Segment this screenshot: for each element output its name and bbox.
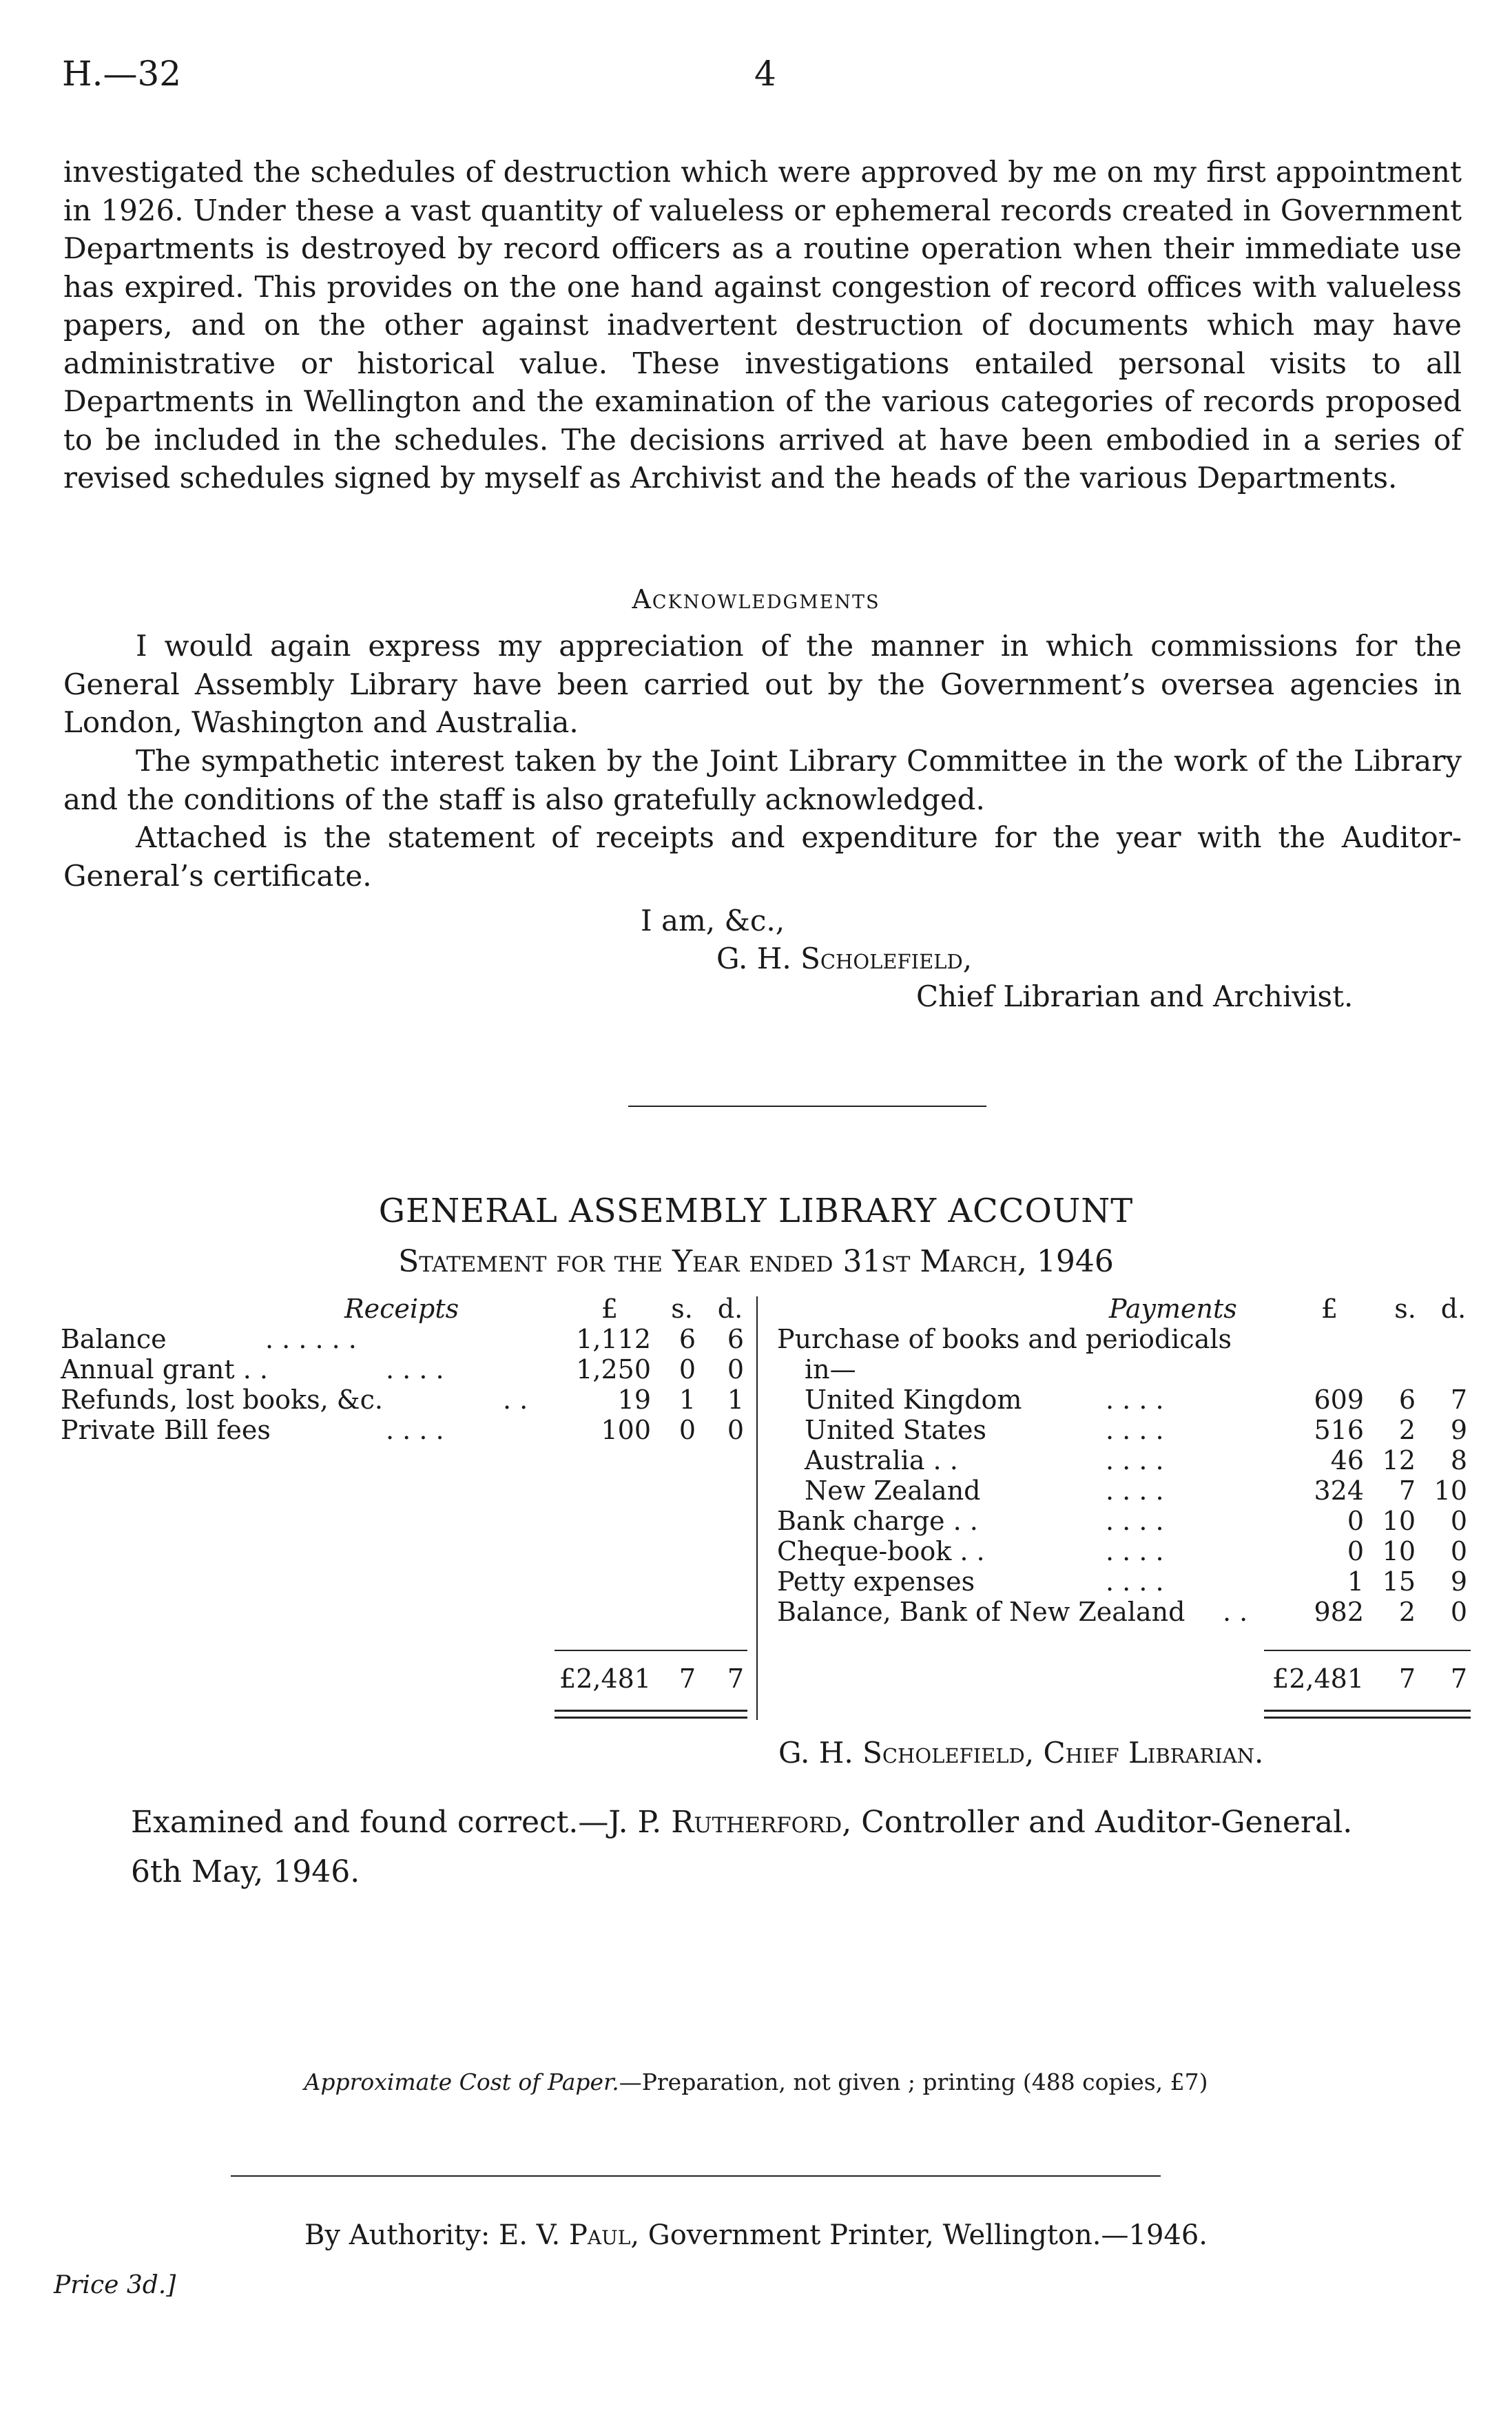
receipt-leader: . .: [503, 1385, 528, 1415]
payments-total-rule-top: [1264, 1650, 1471, 1651]
payment-pence: 0: [1450, 1597, 1467, 1627]
payments-col-pounds: £: [1321, 1294, 1338, 1324]
payments-total-shillings: 7: [1398, 1664, 1416, 1694]
payment-shillings: 12: [1382, 1445, 1416, 1475]
payment-leader: . . . .: [1106, 1566, 1164, 1597]
payment-pence: 9: [1450, 1415, 1467, 1445]
paper-cost-text: —Preparation, not given ; printing (488 copies, £7): [619, 2069, 1208, 2095]
receipt-pounds: 1,112: [576, 1324, 651, 1354]
paper-cost-label: Approximate Cost of Paper.: [304, 2069, 619, 2095]
receipt-pounds: 100: [601, 1415, 651, 1445]
receipt-pounds: 1,250: [576, 1354, 651, 1385]
payment-leader: . . . .: [1106, 1415, 1164, 1445]
payment-label: Purchase of books and periodicals: [777, 1324, 1232, 1354]
section-divider: [628, 1106, 986, 1107]
payments-col-pence: d.: [1440, 1294, 1467, 1324]
signature-title: Chief Librarian and Archivist.: [916, 980, 1354, 1013]
receipt-label: Private Bill fees: [61, 1415, 271, 1445]
payments-total-rule-bottom-2: [1264, 1717, 1471, 1719]
payment-leader: . . . .: [1106, 1475, 1164, 1506]
receipts-total-rule-bottom-1: [555, 1710, 747, 1712]
payment-pounds: 46: [1330, 1445, 1364, 1475]
footer-divider: [231, 2175, 1161, 2177]
payment-pounds: 609: [1314, 1385, 1364, 1415]
page-number: 4: [754, 54, 776, 94]
receipt-pence: 1: [727, 1385, 744, 1415]
printer-name: Paul: [569, 2219, 631, 2251]
receipts-col-pence: d.: [717, 1294, 743, 1324]
payment-leader: . . . .: [1106, 1445, 1164, 1475]
payment-pence: 9: [1450, 1566, 1467, 1597]
payment-pence: 0: [1450, 1506, 1467, 1536]
payment-label: Petty expenses: [777, 1566, 975, 1597]
receipt-leader: . . . .: [386, 1354, 444, 1385]
payment-shillings: 2: [1398, 1415, 1416, 1445]
receipts-heading: Receipts: [344, 1294, 459, 1324]
payment-pounds: 1: [1347, 1566, 1364, 1597]
account-title: GENERAL ASSEMBLY LIBRARY ACCOUNT: [378, 1192, 1134, 1230]
receipts-col-pounds: £: [601, 1294, 619, 1324]
payment-label: United States: [805, 1415, 987, 1445]
account-column-divider: [756, 1296, 758, 1720]
auditor-certification: [131, 1805, 1352, 1840]
payment-label: United Kingdom: [805, 1385, 1022, 1415]
payment-shillings: 2: [1398, 1597, 1416, 1627]
receipt-pence: 6: [727, 1324, 744, 1354]
payment-label: Australia . .: [805, 1445, 958, 1475]
payments-heading: Payments: [1109, 1294, 1237, 1324]
payment-label: New Zealand: [805, 1475, 981, 1506]
receipt-leader: . . . .: [386, 1415, 444, 1445]
price-note: Price 3d.]: [54, 2271, 176, 2299]
receipt-pounds: 19: [617, 1385, 651, 1415]
receipt-label: Refunds, lost books, &c.: [61, 1385, 383, 1415]
payment-leader: . . . .: [1106, 1385, 1164, 1415]
acknowledgments-paragraph-3: Attached is the statement of receipts and expenditure for the year with the Auditor-General’s certificate.: [63, 820, 1462, 893]
payment-leader: . .: [1223, 1597, 1248, 1627]
payment-shillings: 6: [1398, 1385, 1416, 1415]
printer-location: , Government Printer, Wellington.—1946.: [630, 2219, 1208, 2251]
payment-pounds: 516: [1314, 1415, 1364, 1445]
acknowledgments-heading: Acknowledgments: [632, 584, 880, 614]
acknowledgments-paragraph-2: The sympathetic interest taken by the Joint Library Committee in the work of the Library and the conditions of the staff is also gratefully acknowledged.: [63, 744, 1462, 816]
document-reference: H.—32: [62, 54, 182, 94]
acknowledgments-paragraph-1: I would again express my appreciation of the manner in which commissions for the General Assembly Library have been carried out by the Government’s oversea agencies in London, Washington and Australia.: [63, 629, 1462, 739]
payment-leader: . . . .: [1106, 1506, 1164, 1536]
receipt-shillings: 0: [679, 1354, 696, 1385]
payment-shillings: 7: [1398, 1475, 1416, 1506]
account-signature: G. H. Scholefield, Chief Librarian.: [778, 1736, 1264, 1770]
receipts-total-pence: 7: [727, 1664, 744, 1694]
receipt-leader: . . . . . .: [265, 1324, 357, 1354]
signature-name: G. H. Scholefield,: [716, 942, 973, 975]
receipts-total-shillings: 7: [679, 1664, 696, 1694]
auditor-name: Rutherford: [671, 1805, 842, 1840]
certification-date: 6th May, 1946.: [131, 1854, 360, 1889]
payment-shillings: 15: [1382, 1566, 1416, 1597]
paper-cost-note: [0, 2069, 1512, 2095]
intro-paragraph: investigated the schedules of destruction which were approved by me on my first appointment in 1926. Under these a vast quantity of valueless or ephemeral records created in Government Departments is destroyed by record officers as a routine operation when their immediate use has expired. This provides on the one hand against congestion of record offices with valueless papers, and on the other against inadvertent destruction of documents which may have administrative or historical value. These investigations entailed personal visits to all Departments in Wellington and the examination of the various categories of records proposed to be included in the schedules. The decisions arrived at have been embodied in a series of revised schedules signed by myself as Archivist and the heads of the various Departments.: [63, 155, 1462, 495]
payment-pence: 0: [1450, 1536, 1467, 1566]
payments-total-pounds: £2,481: [1272, 1664, 1364, 1694]
receipts-total-pounds: £2,481: [559, 1664, 651, 1694]
payment-pounds: 0: [1347, 1536, 1364, 1566]
payment-pounds: 982: [1314, 1597, 1364, 1627]
auditor-title: , Controller and Auditor-General.: [842, 1805, 1353, 1840]
receipt-shillings: 6: [679, 1324, 696, 1354]
authority-label: By Authority: E. V.: [304, 2219, 569, 2251]
receipts-total-rule-bottom-2: [555, 1717, 747, 1719]
payment-shillings: 10: [1382, 1506, 1416, 1536]
printer-imprint: [0, 2219, 1512, 2251]
payment-pence: 8: [1450, 1445, 1467, 1475]
payments-col-shillings: s.: [1394, 1294, 1416, 1324]
payment-pence: 7: [1450, 1385, 1467, 1415]
payment-leader: . . . .: [1106, 1536, 1164, 1566]
payments-total-pence: 7: [1450, 1664, 1467, 1694]
receipt-pence: 0: [727, 1415, 744, 1445]
examined-text: Examined and found correct.—J. P.: [131, 1805, 672, 1840]
receipt-shillings: 0: [679, 1415, 696, 1445]
payment-label: Balance, Bank of New Zealand: [777, 1597, 1185, 1627]
payments-total-rule-bottom-1: [1264, 1710, 1471, 1712]
payment-pence: 10: [1433, 1475, 1467, 1506]
payment-pounds: 324: [1314, 1475, 1364, 1506]
receipt-label: Annual grant . .: [61, 1354, 268, 1385]
receipts-total-rule-top: [555, 1650, 747, 1651]
payment-pounds: 0: [1347, 1506, 1364, 1536]
receipt-pence: 0: [727, 1354, 744, 1385]
receipt-shillings: 1: [679, 1385, 696, 1415]
receipts-col-shillings: s.: [671, 1294, 693, 1324]
signature-closing: I am, &c.,: [641, 904, 785, 937]
receipt-label: Balance: [61, 1324, 167, 1354]
payment-label: Bank charge . .: [777, 1506, 978, 1536]
payment-label: in—: [805, 1354, 856, 1385]
payment-shillings: 10: [1382, 1536, 1416, 1566]
account-subtitle: Statement for the Year ended 31st March, 1946: [398, 1244, 1114, 1279]
payment-label: Cheque-book . .: [777, 1536, 985, 1566]
